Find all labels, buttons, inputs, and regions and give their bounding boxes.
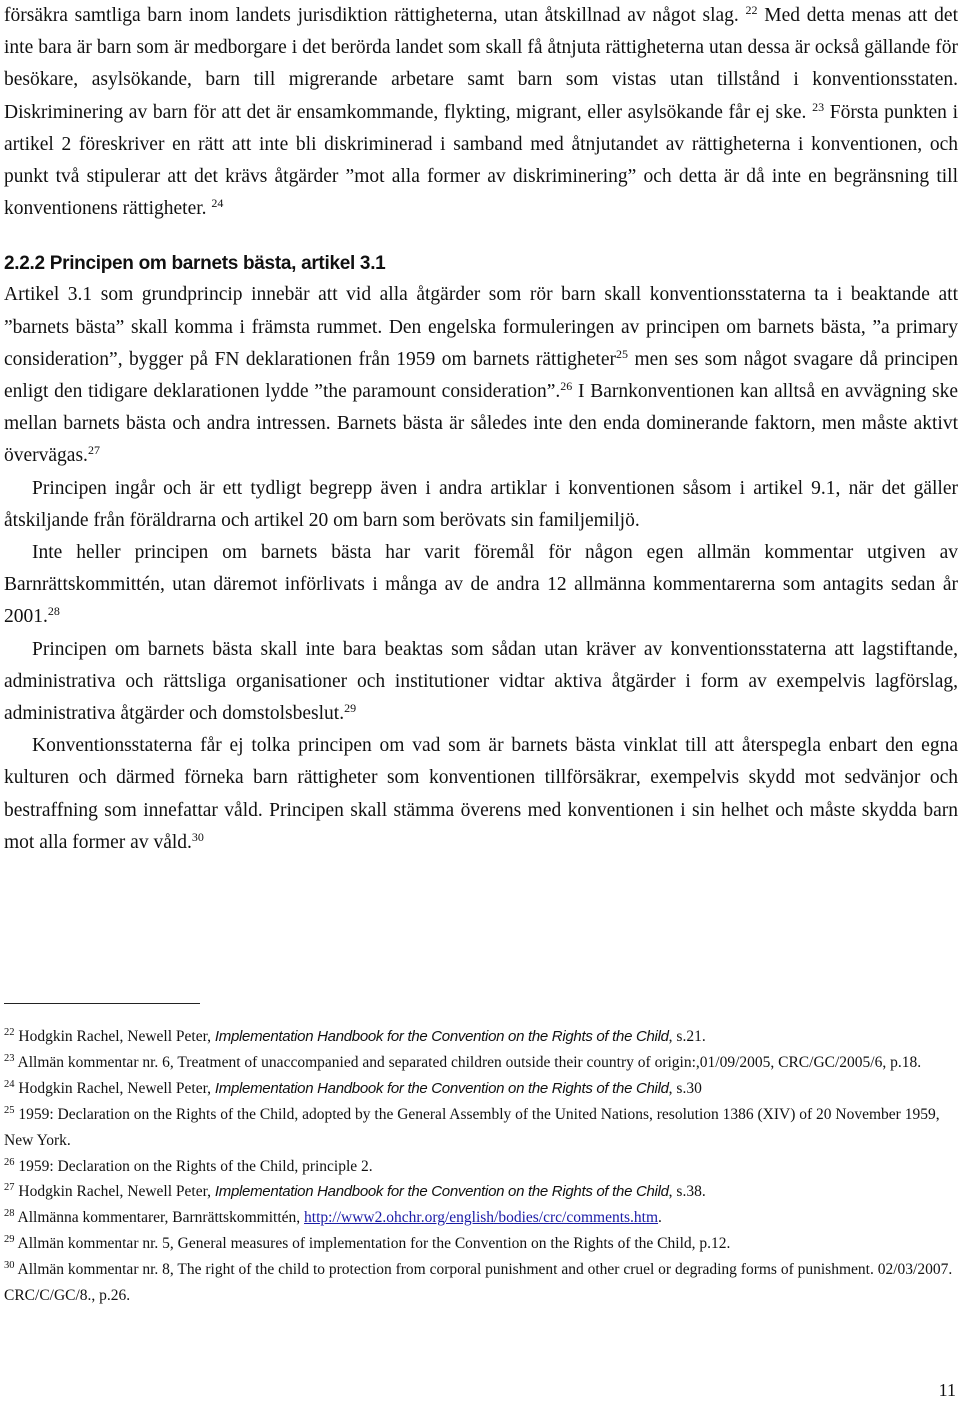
footnote-ref-29[interactable]: 29 [344, 701, 357, 716]
footnote-ref-22[interactable]: 22 [745, 3, 758, 17]
footnote-title: Implementation Handbook for the Convention on the Rights of the Child [214, 1183, 669, 1201]
footnote-27 [4, 1179, 958, 1205]
footnote-29 [4, 1231, 958, 1257]
footnote-23 [4, 1050, 958, 1076]
footnote-text: Allmänna kommentarer, Barnrättskommittén, [14, 1209, 305, 1227]
footnote-22 [4, 1024, 958, 1050]
footnote-text: . [658, 1209, 662, 1227]
footnote-28 [4, 1205, 958, 1231]
footnote-number: 25 [4, 1104, 15, 1116]
footnote-26 [4, 1154, 958, 1180]
text-segment: I Barnkonventionen kan alltså en avvägning ske mellan barnets bästa och andra intressen. Barnets bästa är således inte den enda dominerande faktorn, men måste aktivt övervägas. [4, 381, 958, 467]
text-segment: försäkra samtliga barn inom landets jurisdiktion rättigheterna, utan åtskillnad av något slag. [4, 5, 739, 26]
footnote-separator [4, 1003, 200, 1004]
comments-link[interactable]: http://www2.ohchr.org/english/bodies/crc/comments.htm [304, 1209, 659, 1227]
text-segment: Artikel 3.1 som grundprincip innebär att vid alla åtgärder som rör barn skall konventionsstaterna ta i beaktande att ”barnets bästa” skall komma i främsta rummet. Den engelska formuleringen av principen om barnets bästa, ”a primary consideration”, bygger på FN deklarationen från 1959 om barnets rättigheter [4, 284, 958, 370]
footnote-text: , s.21. [668, 1028, 706, 1045]
footnotes [4, 1024, 958, 1309]
paragraph-nondiscrimination [4, 0, 958, 225]
footnote-text: Hodgkin Rachel, Newell Peter, [14, 1183, 215, 1201]
footnote-number: 27 [4, 1182, 15, 1194]
footnote-ref-27[interactable]: 27 [87, 443, 100, 458]
paragraph-active-measures [4, 634, 958, 731]
text-segment: Konventionsstaterna får ej tolka principen om vad som är barnets bästa vinklat till att återspegla enbart den egna kulturen och därmed förneka barn rättigheter som konventionen tillförsäkrar, exempelvis skydd mot sedvänjor och bestraffning som innefattar våld. Principen skall stämma överens med konventionen i sin helhet och måste skydda barn mot alla former av våld. [4, 735, 958, 853]
footnote-text: Hodgkin Rachel, Newell Peter, [14, 1028, 215, 1045]
footnote-number: 23 [4, 1052, 15, 1064]
footnote-number: 22 [4, 1027, 15, 1038]
text-segment: Med detta menas att det inte bara är barn som är medborgare i det berörda landet som skall få åtnjuta rättigheterna utan dessa är också gällande för besökare, asylsökande, barn till migrerande arbetare samt barn som vistas utan tillstånd i konventionsstaten. Diskriminering av barn för att det är ensamkommande, flykting, migrant, eller asylsökande får ej ske. [4, 5, 958, 123]
footnote-text: Allmän kommentar nr. 8, The right of the child to protection from corporal punishment and other cruel or degrading forms of punishment. 02/03/2007. CRC/C/GC/8., p.26. [4, 1261, 953, 1305]
footnote-ref-25[interactable]: 25 [616, 346, 628, 361]
footnote-text: , s.30 [668, 1079, 702, 1097]
footnote-title: Implementation Handbook for the Convention on the Rights of the Child [214, 1079, 669, 1097]
footnote-number: 30 [4, 1260, 15, 1272]
footnote-24 [4, 1076, 958, 1102]
footnote-text: Hodgkin Rachel, Newell Peter, [14, 1079, 215, 1097]
paragraph-general-comments [4, 537, 958, 634]
text-segment: Principen om barnets bästa skall inte bara beaktas som sådan utan kräver av konventionsstaterna att lagstiftande, administrativa och rättsliga organisationer och institutioner vidtar aktiva åtgärder i form av exempelvis lagförslag, administrativa åtgärder och domstolsbeslut. [4, 638, 958, 725]
text-segment: Principen ingår och är ett tydligt begrepp även i andra artiklar i konventionen såsom i artikel 9.1, när det gäller åtskiljande från föräldrarna och artikel 20 om barn som berövats sin familjemiljö. [4, 477, 958, 531]
footnote-text: Allmän kommentar nr. 5, General measures of implementation for the Convention on the Rights of the Child, p.12. [14, 1235, 731, 1253]
footnote-ref-28[interactable]: 28 [47, 604, 60, 619]
footnote-number: 28 [4, 1208, 15, 1220]
page-number: 11 [938, 1380, 956, 1400]
footnote-ref-26[interactable]: 26 [560, 379, 573, 394]
footnote-text: 1959: Declaration on the Rights of the Child, principle 2. [14, 1157, 373, 1175]
footnote-ref-23[interactable]: 23 [812, 99, 825, 114]
footnote-number: 26 [4, 1156, 15, 1168]
paragraph-article-3-1 [4, 279, 958, 472]
footnote-title: Implementation Handbook for the Convention on the Rights of the Child [214, 1028, 669, 1045]
footnote-text: , s.38. [668, 1183, 706, 1201]
footnote-text: Allmän kommentar nr. 6, Treatment of unaccompanied and separated children outside their country of origin:,01/09/2005, CRC/GC/2005/6, p.18. [14, 1053, 922, 1071]
footnote-30 [4, 1257, 958, 1309]
footnote-number: 29 [4, 1234, 15, 1246]
text-segment: Första punkten i artikel 2 föreskriver en rätt att inte bli diskriminerad i samband med åtnjutandet av rättigheterna i konventionen, och punkt två stipulerar att det krävs åtgärder ”mot alla former av diskriminering” och detta är då inte en begränsning till konventionens rättigheter. [4, 101, 958, 220]
section-heading: 2.2.2 Principen om barnets bästa, artikel 3.1 [4, 253, 386, 275]
footnote-number: 24 [4, 1078, 15, 1090]
footnote-text: 1959: Declaration on the Rights of the Child, adopted by the General Assembly of the United Nations, resolution 1386 (XIV) of 20 November 1959, New York. [4, 1105, 940, 1149]
paragraph-interpretation [4, 730, 958, 859]
text-segment: men ses som något svagare då principen enligt den tidigare deklarationen lydde ”the paramount consideration”. [4, 348, 958, 403]
main-text [4, 0, 958, 859]
footnote-ref-24[interactable]: 24 [211, 196, 224, 211]
paragraph-other-articles [4, 473, 958, 537]
text-segment: Inte heller principen om barnets bästa har varit föremål för någon egen allmän kommentar utgiven av Barnrättskommittén, utan däremot införlivats i många av de andra 12 allmänna kommentarerna som antagits sedan år 2001. [4, 542, 958, 628]
footnote-ref-30[interactable]: 30 [191, 829, 204, 844]
footnote-25 [4, 1102, 958, 1154]
